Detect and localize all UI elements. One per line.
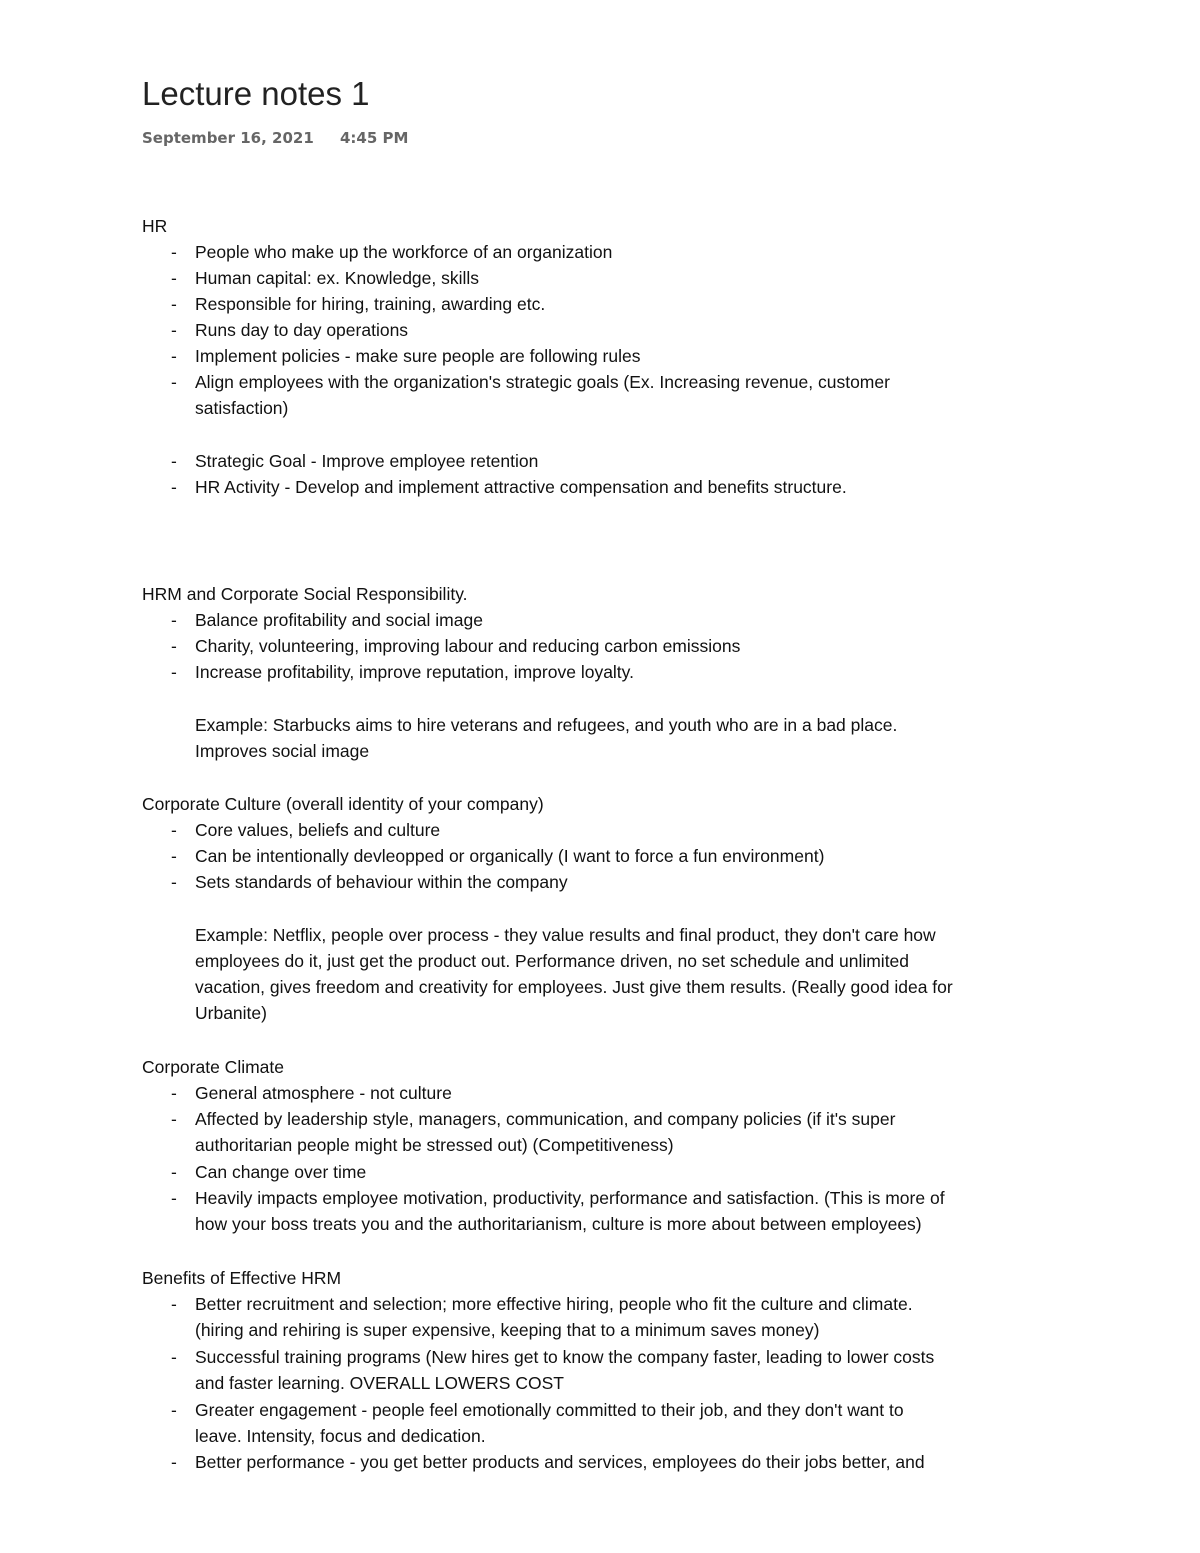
note-time: 4:45 PM — [340, 129, 409, 147]
section-heading-csr: HRM and Corporate Social Responsibility. — [142, 584, 468, 604]
section-heading-hr: HR — [142, 216, 168, 236]
bullet-dash: - — [171, 1347, 177, 1367]
page-title: Lecture notes 1 — [142, 75, 370, 112]
bullet-dash: - — [171, 1294, 177, 1314]
list-item-continuation: and faster learning. OVERALL LOWERS COST — [195, 1373, 564, 1393]
bullet-dash: - — [171, 346, 177, 366]
bullet-dash: - — [171, 1188, 177, 1208]
list-item: Balance profitability and social image — [195, 610, 483, 630]
bullet-dash: - — [171, 610, 177, 630]
bullet-dash: - — [171, 320, 177, 340]
list-item: Sets standards of behaviour within the company — [195, 872, 568, 892]
example-text: Urbanite) — [195, 1003, 267, 1023]
bullet-dash: - — [171, 1452, 177, 1472]
list-item: Heavily impacts employee motivation, productivity, performance and satisfaction. (This is more of — [195, 1188, 945, 1208]
list-item: Responsible for hiring, training, awarding etc. — [195, 294, 546, 314]
bullet-dash: - — [171, 636, 177, 656]
bullet-dash: - — [171, 372, 177, 392]
list-item-continuation: satisfaction) — [195, 398, 289, 418]
bullet-dash: - — [171, 268, 177, 288]
bullet-dash: - — [171, 294, 177, 314]
example-text: employees do it, just get the product out. Performance driven, no set schedule and unlimited — [195, 951, 910, 971]
list-item: General atmosphere - not culture — [195, 1083, 452, 1103]
list-item: Charity, volunteering, improving labour and reducing carbon emissions — [195, 636, 741, 656]
bullet-dash: - — [171, 1400, 177, 1420]
list-item: People who make up the workforce of an organization — [195, 242, 613, 262]
example-text: Improves social image — [195, 741, 370, 761]
list-item: Greater engagement - people feel emotionally committed to their job, and they don't want to — [195, 1400, 904, 1420]
list-item: Implement policies - make sure people are following rules — [195, 346, 641, 366]
bullet-dash: - — [171, 1109, 177, 1129]
bullet-dash: - — [171, 846, 177, 866]
list-item-continuation: how your boss treats you and the authoritarianism, culture is more about between employees) — [195, 1214, 922, 1234]
list-item: Runs day to day operations — [195, 320, 409, 340]
section-heading-culture: Corporate Culture (overall identity of your company) — [142, 794, 544, 814]
list-item: Successful training programs (New hires get to know the company faster, leading to lower costs — [195, 1347, 935, 1367]
list-item: Can change over time — [195, 1162, 367, 1182]
list-item: Can be intentionally devleopped or organically (I want to force a fun environment) — [195, 846, 825, 866]
bullet-dash: - — [171, 477, 177, 497]
section-heading-climate: Corporate Climate — [142, 1057, 284, 1077]
bullet-dash: - — [171, 662, 177, 682]
list-item: Increase profitability, improve reputation, improve loyalty. — [195, 662, 634, 682]
bullet-dash: - — [171, 820, 177, 840]
list-item: Better performance - you get better products and services, employees do their jobs better, and — [195, 1452, 925, 1472]
list-item: Core values, beliefs and culture — [195, 820, 441, 840]
list-item: Human capital: ex. Knowledge, skills — [195, 268, 480, 288]
example-text: Example: Starbucks aims to hire veterans and refugees, and youth who are in a bad place. — [195, 715, 898, 735]
bullet-dash: - — [171, 872, 177, 892]
list-item-continuation: (hiring and rehiring is super expensive, keeping that to a minimum saves money) — [195, 1320, 820, 1340]
list-item-continuation: authoritarian people might be stressed out) (Competitiveness) — [195, 1135, 674, 1155]
note-date: September 16, 2021 — [142, 129, 314, 147]
section-heading-benefits: Benefits of Effective HRM — [142, 1268, 342, 1288]
example-text: Example: Netflix, people over process - they value results and final product, they don't care how — [195, 925, 936, 945]
list-item: HR Activity - Develop and implement attractive compensation and benefits structure. — [195, 477, 847, 497]
bullet-dash: - — [171, 1162, 177, 1182]
list-item-continuation: leave. Intensity, focus and dedication. — [195, 1426, 486, 1446]
list-item: Affected by leadership style, managers, communication, and company policies (if it's super — [195, 1109, 896, 1129]
bullet-dash: - — [171, 1083, 177, 1103]
example-text: vacation, gives freedom and creativity for employees. Just give them results. (Really good idea for — [195, 977, 953, 997]
list-item: Align employees with the organization's strategic goals (Ex. Increasing revenue, customer — [195, 372, 890, 392]
list-item: Better recruitment and selection; more effective hiring, people who fit the culture and climate. — [195, 1294, 913, 1314]
bullet-dash: - — [171, 451, 177, 471]
list-item: Strategic Goal - Improve employee retention — [195, 451, 539, 471]
bullet-dash: - — [171, 242, 177, 262]
